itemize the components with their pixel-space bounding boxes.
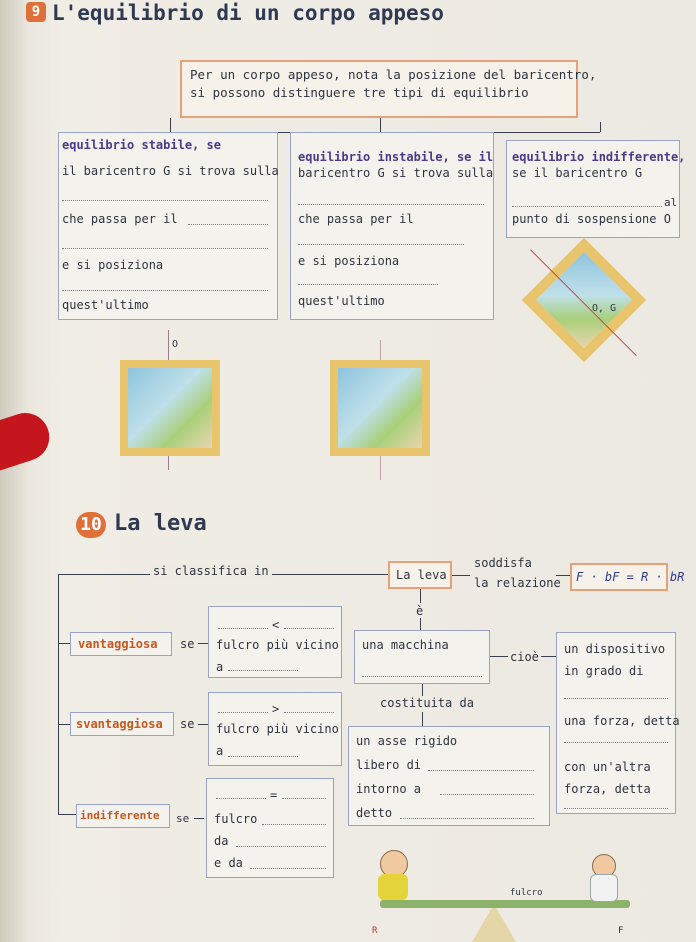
relazione-label: la relazione bbox=[474, 576, 561, 590]
stable-heading: equilibrio stabile, se bbox=[62, 138, 221, 152]
blank-line bbox=[218, 628, 268, 629]
stable-equilibrium-box bbox=[58, 132, 278, 320]
section-title-9: L'equilibrio di un corpo appeso bbox=[52, 1, 444, 25]
connector bbox=[380, 118, 381, 132]
connector bbox=[420, 589, 421, 603]
fulcro-vicino-1: fulcro più vicino bbox=[216, 638, 339, 652]
dispositivo-line-1: un dispositivo bbox=[564, 642, 666, 656]
seesaw-illustration bbox=[360, 840, 660, 942]
blank-line bbox=[282, 798, 326, 799]
a-label-1: a bbox=[216, 660, 224, 674]
blank-line bbox=[298, 284, 438, 285]
costituita-label: costituita da bbox=[380, 696, 474, 710]
vantaggiosa-label: vantaggiosa bbox=[78, 637, 158, 651]
forza-detta-2: forza, detta bbox=[564, 782, 651, 796]
blank-line bbox=[188, 224, 268, 225]
se-label: se bbox=[176, 812, 190, 825]
connector bbox=[198, 643, 208, 644]
e-da-label: e da bbox=[214, 856, 243, 870]
dispositivo-line-2: in grado di bbox=[564, 664, 644, 678]
blank-line bbox=[400, 818, 534, 819]
indifferente-label: indifferente bbox=[80, 809, 160, 822]
formula: F · bF = R · bR bbox=[576, 570, 685, 584]
blank-line bbox=[262, 824, 326, 825]
forza-detta-1: una forza, detta bbox=[564, 714, 680, 728]
connector bbox=[420, 618, 421, 630]
soddisfa-label: soddisfa bbox=[474, 556, 532, 570]
blank-line bbox=[216, 798, 266, 799]
indifferent-line-3: punto di sospensione O bbox=[512, 212, 671, 226]
section-number-10: 10 bbox=[76, 512, 106, 538]
fulcro-vicino-2: fulcro più vicino bbox=[216, 722, 339, 736]
blank-line bbox=[362, 676, 482, 677]
unstable-line-3: e si posiziona bbox=[298, 254, 400, 268]
da-label: da bbox=[214, 834, 229, 848]
label-og: O, G bbox=[592, 303, 617, 314]
se-label: se bbox=[180, 637, 195, 651]
blank-line bbox=[228, 756, 298, 757]
intorno-a-label: intorno a bbox=[356, 782, 422, 796]
cioe-label: cioè bbox=[510, 650, 539, 664]
connector bbox=[194, 818, 204, 819]
detto-label: detto bbox=[356, 806, 393, 820]
svantaggiosa-label: svantaggiosa bbox=[76, 717, 163, 731]
connector bbox=[58, 574, 59, 814]
unstable-line-2: che passa per il bbox=[298, 212, 414, 226]
la-leva-label: La leva bbox=[396, 568, 447, 582]
blank-line bbox=[62, 200, 268, 201]
con-altra: con un'altra bbox=[564, 760, 651, 774]
lt-sign: < bbox=[272, 618, 280, 632]
r-label: R bbox=[372, 926, 378, 936]
connector bbox=[198, 724, 208, 725]
boy-body bbox=[378, 874, 408, 900]
macchina-label: una macchina bbox=[362, 638, 449, 652]
fulcro-caption: fulcro bbox=[510, 888, 543, 898]
blank-line bbox=[218, 712, 268, 713]
seesaw-fulcrum bbox=[472, 904, 516, 942]
unstable-heading: equilibrio instabile, se il bbox=[298, 150, 494, 164]
fulcro-label: fulcro bbox=[214, 812, 258, 826]
connector bbox=[422, 684, 423, 696]
stable-line-1: il baricentro G si trova sulla bbox=[62, 164, 279, 178]
blank-line bbox=[298, 204, 484, 205]
blank-line bbox=[250, 868, 326, 869]
diamond-picture bbox=[522, 238, 646, 362]
blank-line bbox=[284, 628, 334, 629]
gt-sign: > bbox=[272, 702, 280, 716]
libero-di-label: libero di bbox=[356, 758, 422, 772]
classifica-label: si classifica in bbox=[150, 564, 272, 578]
blank-line bbox=[564, 808, 668, 809]
asse-rigido-label: un asse rigido bbox=[356, 734, 458, 748]
stable-line-4: quest'ultimo bbox=[62, 298, 149, 312]
connector bbox=[58, 814, 76, 815]
stable-line-2: che passa per il bbox=[62, 212, 178, 226]
e-label: è bbox=[416, 604, 424, 618]
blank-line bbox=[62, 248, 268, 249]
stable-picture bbox=[120, 360, 220, 456]
unstable-picture bbox=[330, 360, 430, 456]
indifferent-line-1: se il baricentro G bbox=[512, 166, 643, 180]
intro-line-2: si possono distinguere tre tipi di equilibrio bbox=[190, 85, 529, 100]
se-label: se bbox=[180, 717, 195, 731]
girl-body bbox=[590, 874, 618, 902]
connector bbox=[422, 712, 423, 726]
f-label: F bbox=[618, 926, 624, 936]
stable-line-3: e si posiziona bbox=[62, 258, 164, 272]
red-pen bbox=[0, 407, 55, 477]
unstable-line-1: baricentro G si trova sulla bbox=[298, 166, 494, 180]
unstable-line-4: quest'ultimo bbox=[298, 294, 385, 308]
blank-line bbox=[512, 206, 662, 207]
eq-sign: = bbox=[270, 788, 278, 802]
connector bbox=[58, 643, 70, 644]
a-label-2: a bbox=[216, 744, 224, 758]
blank-line bbox=[298, 244, 464, 245]
blank-line bbox=[284, 712, 334, 713]
blank-line bbox=[440, 794, 534, 795]
indifferent-heading: equilibrio indifferente, bbox=[512, 150, 686, 164]
blank-line bbox=[564, 698, 668, 699]
intro-line-1: Per un corpo appeso, nota la posizione del baricentro, bbox=[190, 67, 597, 82]
connector bbox=[600, 122, 601, 132]
indifferent-line-2: al bbox=[664, 196, 678, 209]
blank-line bbox=[236, 846, 326, 847]
blank-line bbox=[228, 670, 298, 671]
section-number-9: 9 bbox=[26, 2, 46, 22]
section-title-10: La leva bbox=[114, 511, 207, 536]
picture-frame bbox=[522, 238, 646, 362]
blank-line bbox=[62, 290, 268, 291]
connector bbox=[58, 724, 70, 725]
blank-line bbox=[428, 770, 534, 771]
label-o: O bbox=[172, 339, 179, 350]
connector bbox=[170, 118, 171, 132]
connector bbox=[452, 575, 470, 576]
connector bbox=[556, 575, 570, 576]
blank-line bbox=[564, 742, 668, 743]
